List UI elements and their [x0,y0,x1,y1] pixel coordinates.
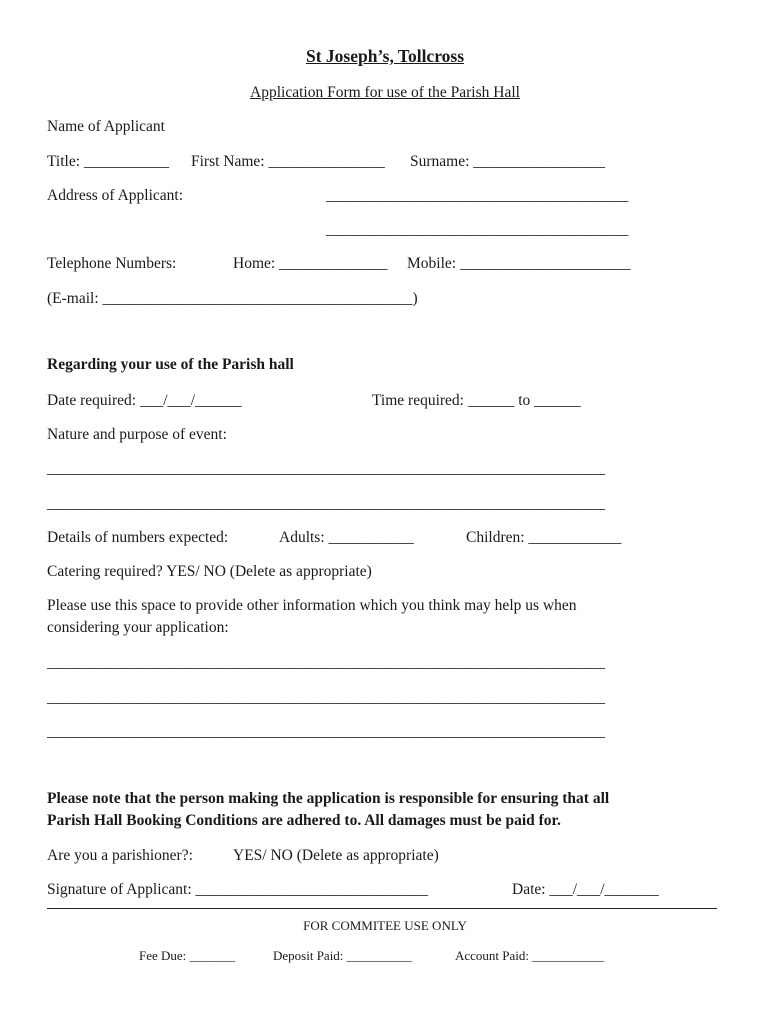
first-name-label: First Name: _______________ [191,153,385,170]
surname-label: Surname: _________________ [410,153,606,170]
children-field[interactable]: Children: ____________ [466,529,622,546]
nature-line-1[interactable]: ________________________________________________________________________ [47,460,605,477]
other-info-prompt-2: considering your application: [47,619,229,636]
catering-required[interactable]: Catering required? YES/ NO (Delete as appropriate) [47,563,372,580]
committee-divider [47,908,717,909]
surname-field[interactable] [410,152,605,172]
first-name-field[interactable] [191,152,385,172]
email-field[interactable]: (E-mail: ________________________________________) [47,290,418,307]
address-line-1[interactable]: _______________________________________ [326,187,629,204]
committee-heading: FOR COMMITEE USE ONLY [303,918,467,933]
date-required-field[interactable]: Date required: ___/___/______ [47,392,242,409]
other-info-line-1[interactable]: ________________________________________________________________________ [47,654,605,671]
telephone-label: Telephone Numbers: [47,255,177,272]
other-info-line-3[interactable]: ________________________________________________________________________ [47,723,605,740]
notice-line-2: Parish Hall Booking Conditions are adhered to. All damages must be paid for. [47,812,561,829]
form-title: St Joseph’s, Tollcross [305,46,465,66]
address-line-2[interactable]: _______________________________________ [326,221,629,238]
time-required-field[interactable]: Time required: ______ to ______ [372,392,581,409]
title-field[interactable] [47,152,169,172]
nature-of-event-label: Nature and purpose of event: [47,426,227,443]
mobile-phone-field[interactable]: Mobile: ______________________ [407,255,631,272]
deposit-paid-field[interactable]: Deposit Paid: __________ [273,948,412,963]
other-info-line-2[interactable]: ________________________________________________________________________ [47,689,605,706]
title-label: Title: ___________ [47,153,170,170]
name-of-applicant-label: Name of Applicant [47,118,165,135]
parishioner-options[interactable]: YES/ NO (Delete as appropriate) [233,847,439,864]
home-phone-field[interactable]: Home: ______________ [233,255,388,272]
form-subtitle: Application Form for use of the Parish Hall [250,84,520,101]
nature-line-2[interactable]: ________________________________________________________________________ [47,495,605,512]
signature-date-field[interactable]: Date: ___/___/_______ [512,881,659,898]
parishioner-label: Are you a parishioner?: [47,847,193,864]
account-paid-field[interactable]: Account Paid: ___________ [455,948,604,963]
notice-line-1: Please note that the person making the application is responsible for ensuring that all [47,790,610,807]
usage-section-heading: Regarding your use of the Parish hall [47,356,294,373]
fee-due-field[interactable]: Fee Due: _______ [139,948,236,963]
address-label: Address of Applicant: [47,187,184,204]
numbers-expected-label: Details of numbers expected: [47,529,229,546]
other-info-prompt-1: Please use this space to provide other information which you think may help us when [47,597,577,614]
signature-field[interactable]: Signature of Applicant: ______________________________ [47,881,429,898]
adults-field[interactable]: Adults: ___________ [279,529,414,546]
